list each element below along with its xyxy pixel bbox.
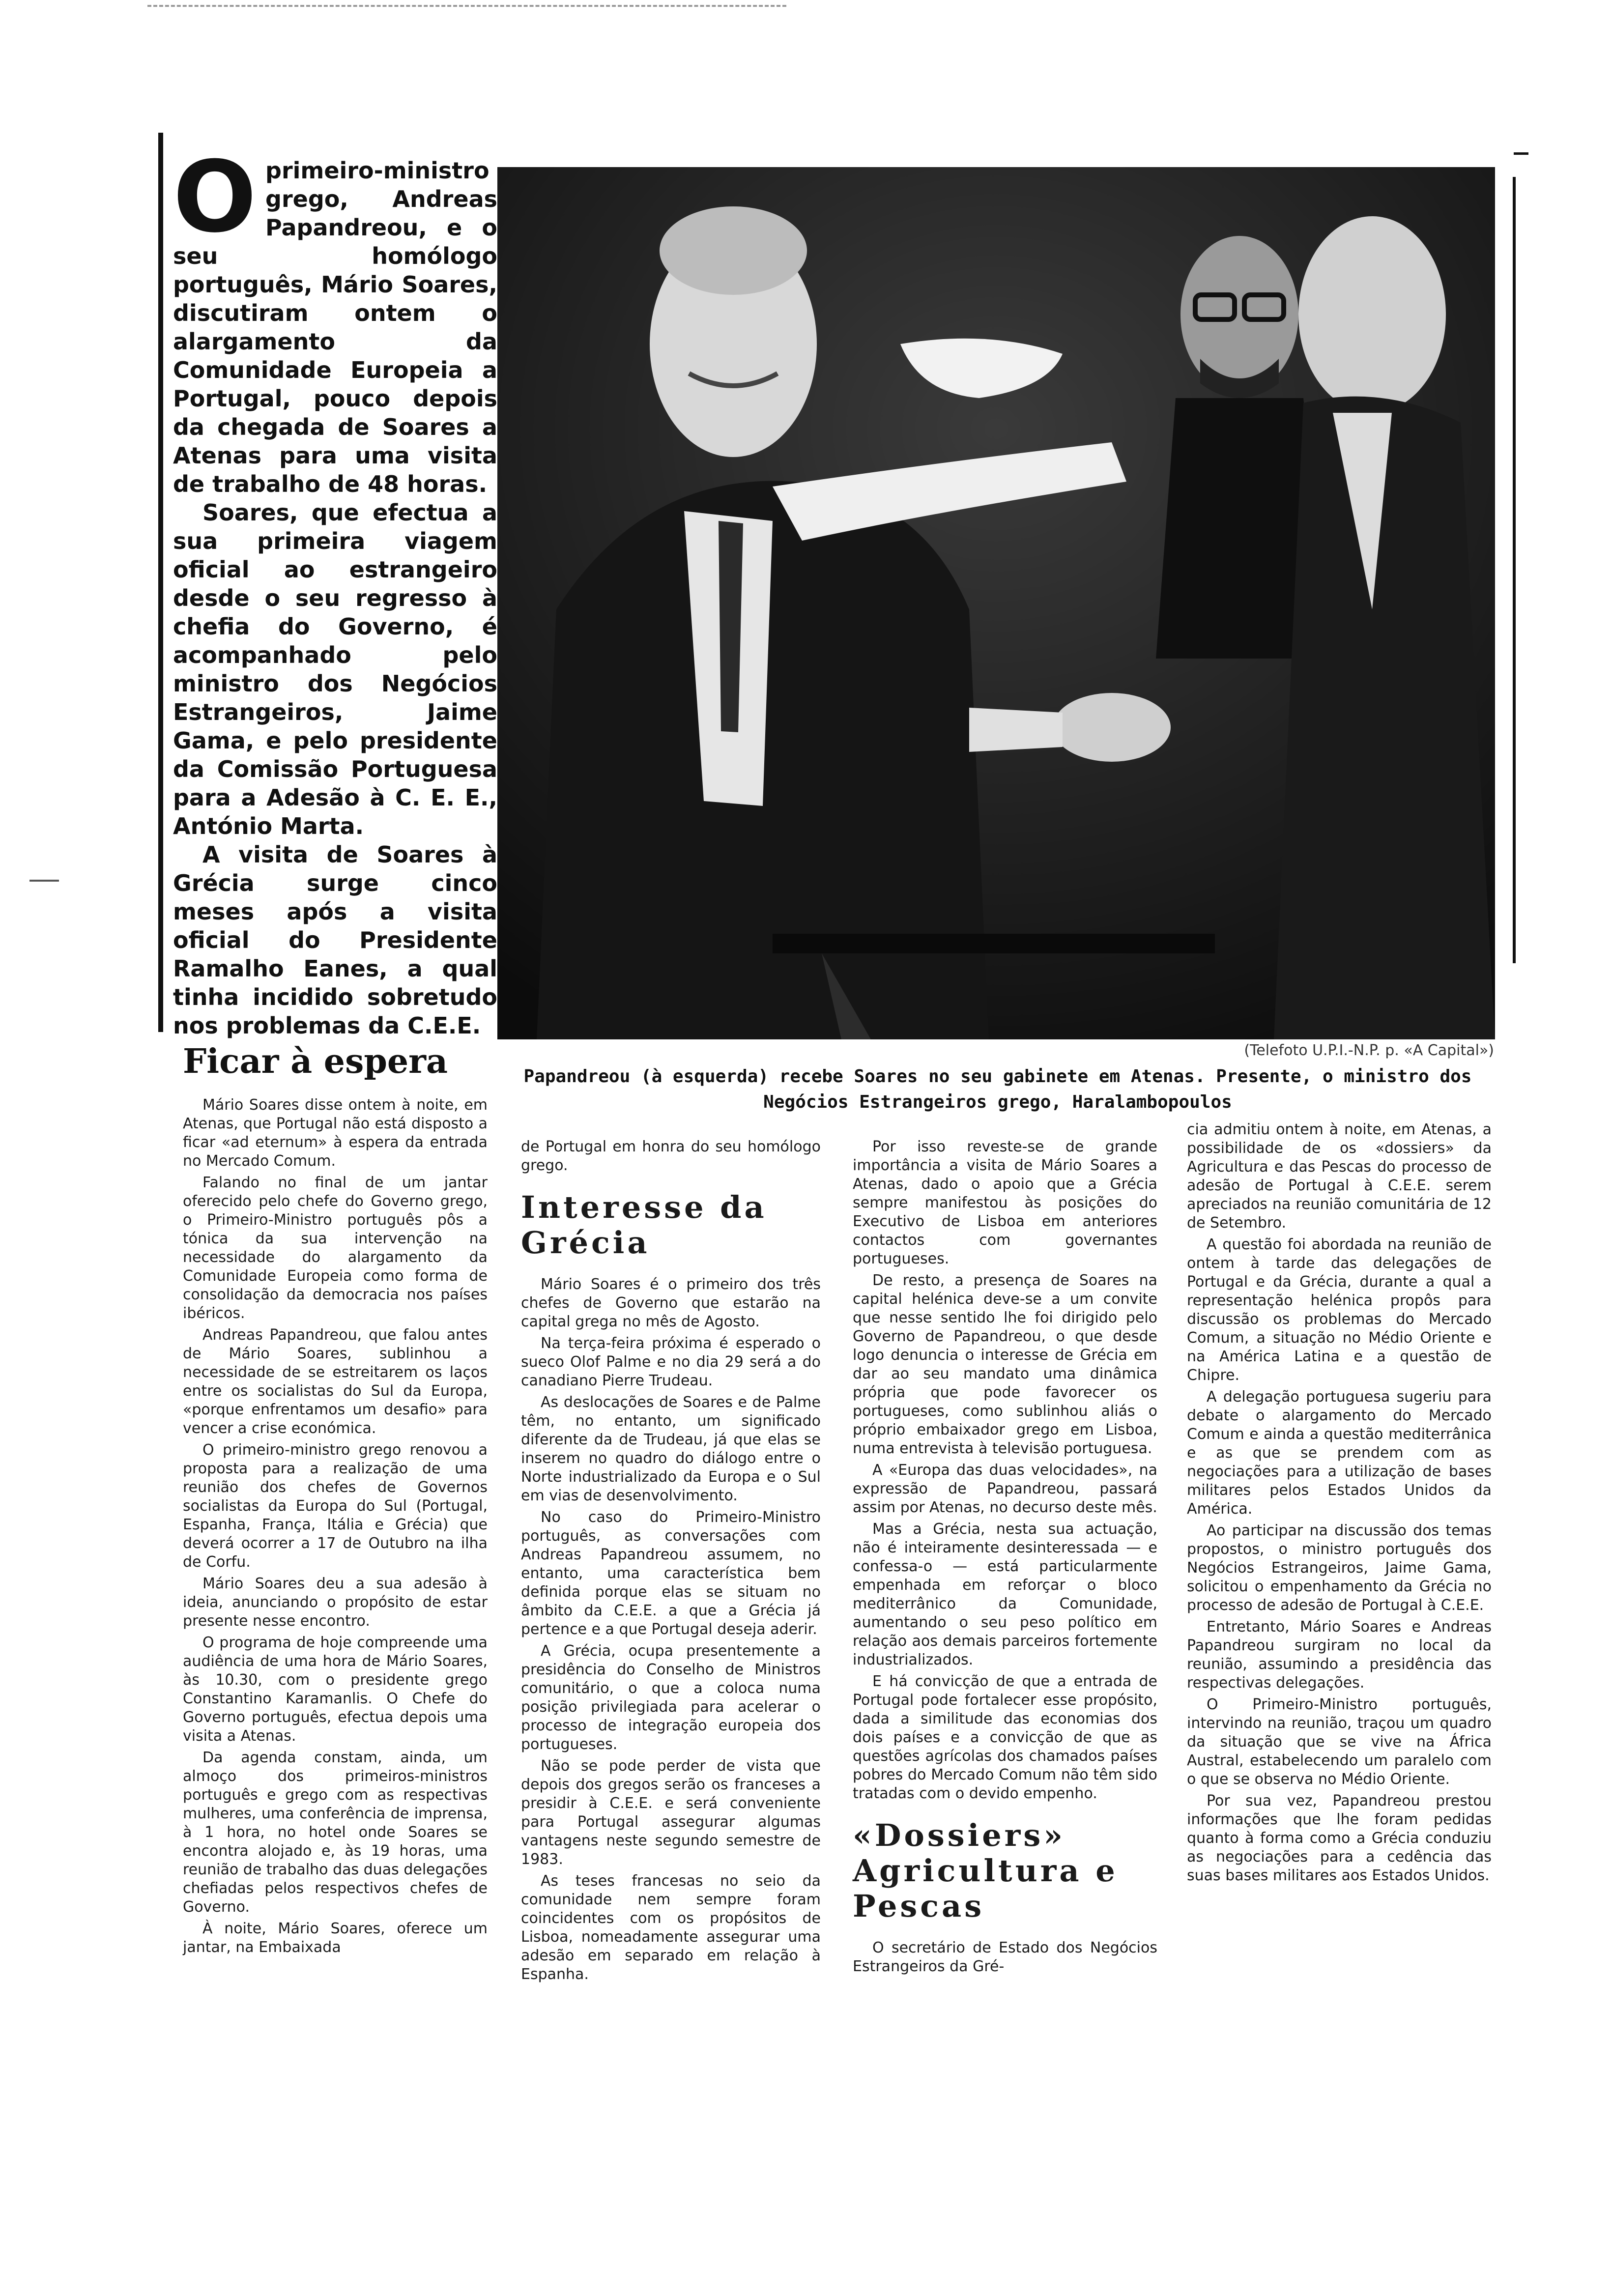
paragraph: Mário Soares disse ontem à noite, em Atenas, que Portugal não está disposto a ficar «ad eternum» à espera da entrada no Mercado Comum. <box>183 1096 488 1170</box>
drop-cap: O <box>173 140 257 255</box>
paragraph: As teses francesas no seio da comunidade nem sempre foram coincidentes com os propósitos de Lisboa, nomeadamente assegurar uma adesão em separado em relação à Espanha. <box>521 1872 821 1983</box>
margin-tick <box>1514 152 1528 155</box>
left-column-bar <box>158 133 163 1032</box>
paragraph: As deslocações de Soares e de Palme têm, no entanto, um significado diferente da de Trudeau, já que elas se inserem no quadro do diálogo entre o Norte industrializado da Europa e o Sul em vias de desenvolvimento. <box>521 1394 821 1504</box>
paragraph: A questão foi abordada na reunião de ontem à tarde das delegações de Portugal e da Grécia, durante a qual a representação helénica propôs para discussão os problemas do Mercado Comum, a situação no Médio Oriente e na América Latina e a questão de Chipre. <box>1187 1236 1492 1384</box>
article-column-3 <box>853 1138 1157 1979</box>
intro-paragraph: primeiro-ministro grego, Andreas Papandreou, e o seu homólogo português, Mário Soares, discutiram ontem o alargamento da Comunidade Europeia a Portugal, pouco depois da chegada de Soares a Atenas para uma visita de trabalho de 48 horas. <box>173 157 497 497</box>
paragraph: cia admitiu ontem à noite, em Atenas, a possibilidade de os «dossiers» da Agricultura e das Pescas do processo de adesão de Portugal à C.E.E. serem apreciados na reunião comunitária de 12 de Setembro. <box>1187 1121 1492 1232</box>
paragraph: Não se pode perder de vista que depois dos gregos serão os franceses a presidir à C.E.E. e será conveniente para Portugal assegurar algumas vantagens neste segundo semestre de 1983. <box>521 1757 821 1868</box>
paragraph: Mas a Grécia, nesta sua actuação, não é inteiramente desinteressada — e confessa-o — está particularmente empenhada em reforçar o bloco mediterrânico da Comunidade, aumentando o seu peso político em relação aos demais parceiros fortemente industrializados. <box>853 1521 1157 1668</box>
paragraph: Por sua vez, Papandreou prestou informações que lhe foram pedidas quanto à forma como a Grécia conduziu as negociações para a cedência das suas bases militares aos Estados Unidos. <box>1187 1792 1492 1884</box>
paragraph: De resto, a presença de Soares na capital helénica deve-se a um convite que nesse sentido lhe foi dirigido pelo Governo de Papandreou, o que desde logo denuncia o interesse de Grécia em dar ao seu mandato uma dinâmica própria que pode favorecer os portugueses, como sublinhou aliás o próprio embaixador grego em Lisboa, numa entrevista à televisão portuguesa. <box>853 1272 1157 1457</box>
section-heading-dossiers: «Dossiers» Agricultura e Pescas <box>853 1817 1118 1924</box>
paragraph: Ao participar na discussão dos temas propostos, o ministro português dos Negócios Estrangeiros, Jaime Gama, solicitou o empenhamento da Grécia no processo de adesão de Portugal à C.E.E. <box>1187 1522 1492 1614</box>
paragraph: O secretário de Estado dos Negócios Estrangeiros da Gré- <box>853 1939 1157 1975</box>
paragraph: A Grécia, ocupa presentemente a presidência do Conselho de Ministros comunitário, o que a coloca numa posição privilegiada para acelerar o processo de integração europeia dos portugueses. <box>521 1642 821 1753</box>
paragraph: O Primeiro-Ministro português, intervindo na reunião, traçou um quadro da situação que se vive na África Austral, estabelecendo um paralelo com o que se observa no Médio Oriente. <box>1187 1696 1492 1788</box>
intro-paragraph: A visita de Soares à Grécia surge cinco meses após a visita oficial do Presidente Ramalho Eanes, a qual tinha incidido sobretudo nos problemas da C.E.E. <box>173 841 497 1039</box>
paragraph: O primeiro-ministro grego renovou a proposta para a realização de uma reunião dos chefes de Governos socialistas da Europa do Sul (Portugal, Espanha, França, Itália e Grécia) que deverá ocorrer a 17 de Outubro na ilha de Corfu. <box>183 1441 488 1571</box>
intro-text <box>173 140 497 1040</box>
paragraph: Por isso reveste-se de grande importância a visita de Mário Soares a Atenas, dado o apoio que a Grécia sempre manifestou às posições do Executivo de Lisboa em anteriores contactos com governantes portugueses. <box>853 1138 1157 1267</box>
paragraph: de Portugal em honra do seu homólogo grego. <box>521 1138 821 1174</box>
paragraph: Andreas Papandreou, que falou antes de Mário Soares, sublinhou a necessidade de se estreitarem os laços entre os socialistas do Sul da Europa, «porque enfrentamos um desafio» para vencer a crise económica. <box>183 1326 488 1437</box>
paragraph: No caso do Primeiro-Ministro português, as conversações com Andreas Papandreou assumem, no entanto, uma característica bem definida porque elas se situam no âmbito da C.E.E. a que a Grécia já pertence e a que Portugal deseja aderir. <box>521 1509 821 1638</box>
photo-illustration <box>497 167 1495 1039</box>
news-photo <box>497 167 1495 1039</box>
photo-caption: Papandreou (à esquerda) recebe Soares no seu gabinete em Atenas. Presente, o ministro dos Negócios Estrangeiros grego, Haralambopoulos <box>523 1066 1472 1112</box>
paragraph: À noite, Mário Soares, oferece um jantar, na Embaixada <box>183 1920 488 1956</box>
paragraph: O programa de hoje compreende uma audiência de uma hora de Mário Soares, às 10.30, com o presidente grego Constantino Karamanlis. O Chefe do Governo português, efectua depois uma visita a Atenas. <box>183 1634 488 1745</box>
section-heading-interesse: Interesse da Grécia <box>521 1189 767 1261</box>
intro-paragraph: Soares, que efectua a sua primeira viagem oficial ao estrangeiro desde o seu regresso à chefia do Governo, é acompanhado pelo ministro dos Negócios Estrangeiros, Jaime Gama, e pelo presidente da Comissão Portuguesa para a Adesão à C. E. E., António Marta. <box>173 499 497 839</box>
section-heading-ficar: Ficar à espera <box>183 1042 448 1081</box>
paragraph: E há convicção de que a entrada de Portugal pode fortalecer esse propósito, dada a similitude das economias dos dois países e a convicção de que as questões agrícolas dos chamados países pobres do Mercado Comum não têm sido tratadas com o devido empenho. <box>853 1673 1157 1802</box>
photo-credit: (Telefoto U.P.I.-N.P. p. «A Capital») <box>1244 1042 1494 1059</box>
article-column-4 <box>1187 1120 1492 1888</box>
paragraph: Entretanto, Mário Soares e Andreas Papandreou surgiram no local da reunião, assumindo a presidência das respectivas delegações. <box>1187 1618 1492 1692</box>
paragraph: Mário Soares deu a sua adesão à ideia, anunciando o propósito de estar presente nesse encontro. <box>183 1575 488 1630</box>
right-column-bar <box>1513 177 1516 963</box>
article-column-1 <box>183 1096 488 1960</box>
paragraph: Da agenda constam, ainda, um almoço dos primeiros-ministros português e grego com as respectivas mulheres, uma conferência de imprensa, à 1 hora, no hotel onde Soares se encontra alojado e, às 19 horas, uma reunião de trabalho das duas delegações chefiadas pelos respectivos chefes de Governo. <box>183 1749 488 1916</box>
paragraph: Falando no final de um jantar oferecido pelo chefe do Governo grego, o Primeiro-Ministro português pôs a tónica da sua intervenção na necessidade do alargamento da Comunidade Europeia como forma de consolidação da democracia nos países ibéricos. <box>183 1174 488 1322</box>
paragraph: A «Europa das duas velocidades», na expressão de Papandreou, passará assim por Atenas, no decurso deste mês. <box>853 1462 1157 1516</box>
left-margin-mark <box>29 880 59 882</box>
paragraph: A delegação portuguesa sugeriu para debate o alargamento do Mercado Comum e ainda a questão mediterrânica e as que se prendem com as negociações para a utilização de bases militares pelos Estados Unidos da América. <box>1187 1388 1492 1518</box>
paragraph: Na terça-feira próxima é esperado o sueco Olof Palme e no dia 29 será a do canadiano Pierre Trudeau. <box>521 1335 821 1389</box>
top-rule <box>147 5 786 9</box>
article-column-2 <box>521 1138 821 1987</box>
paragraph: Mário Soares é o primeiro dos três chefes de Governo que estarão na capital grega no mês de Agosto. <box>521 1276 821 1330</box>
